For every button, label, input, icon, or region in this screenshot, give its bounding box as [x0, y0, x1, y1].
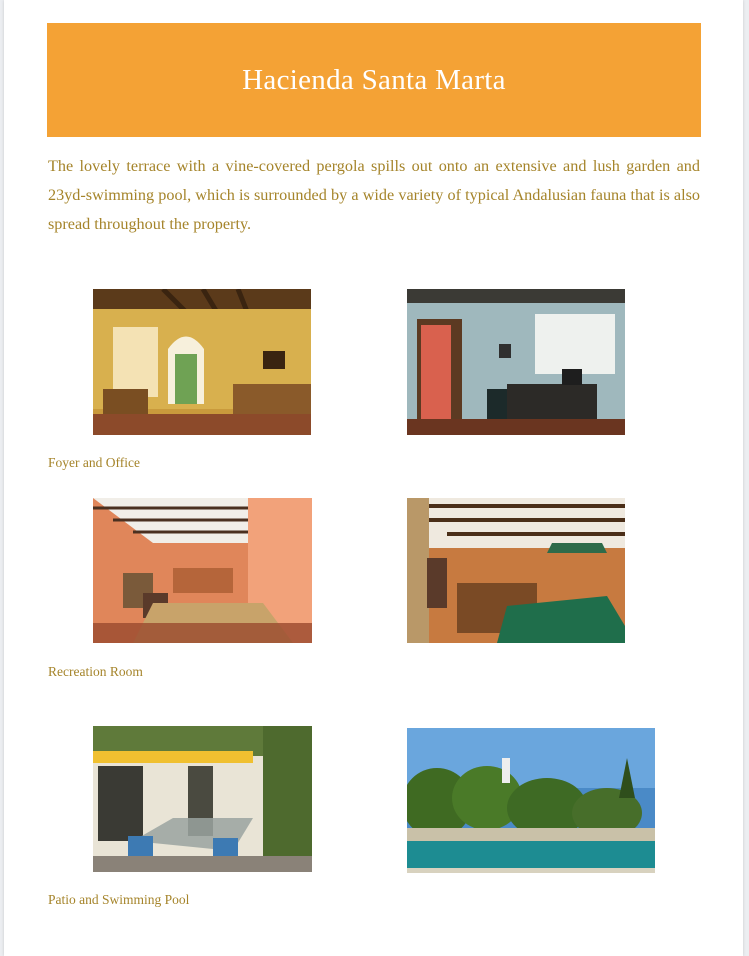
billiards-photo — [407, 498, 625, 643]
caption-recreation: Recreation Room — [48, 664, 143, 679]
patio-photo — [93, 726, 312, 872]
intro-paragraph: The lovely terrace with a vine-covered pergola spills out onto an extensive and lush garden and 23yd-swimming pool, which is surrounded by a wide variety of typical Andalusian fauna that is also spread throughout the property. — [48, 157, 700, 233]
document-page — [4, 0, 743, 956]
title-banner — [47, 23, 701, 137]
caption-patio-pool: Patio and Swimming Pool — [48, 892, 190, 907]
pool-photo — [407, 728, 655, 873]
caption-foyer-office: Foyer and Office — [48, 455, 140, 470]
foyer-photo — [93, 289, 311, 435]
page-title: Hacienda Santa Marta — [242, 63, 506, 96]
recreation-room-photo — [93, 498, 312, 643]
office-photo — [407, 289, 625, 435]
